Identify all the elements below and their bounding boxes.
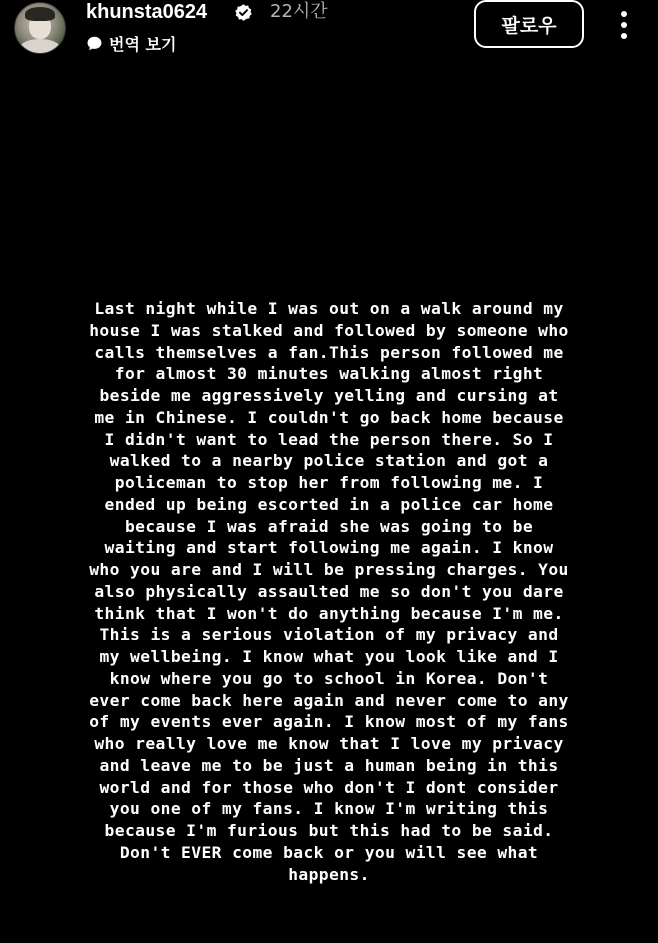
username[interactable]: khunsta0624 — [86, 1, 208, 23]
follow-button[interactable]: 팔로우 — [474, 0, 584, 48]
translate-link[interactable] — [86, 32, 176, 54]
verified-badge-icon — [234, 3, 253, 22]
story-text: Last night while I was out on a walk around my house I was stalked and followed by someone who calls themselves a fan.This person followed me for almost 30 minutes walking almost right beside me aggressively yelling and cursing at me in Chinese. I couldn't go back home because I didn't want to lead the person there. So I walked to a nearby police station and got a policeman to stop her from following me. I ended up being escorted in a police car home because I was afraid she was going to be waiting and start following me again. I know who you are and I will be pressing charges. You also physically assaulted me so don't you dare think that I won't do anything because I'm me. This is a serious violation of my privacy and my wellbeing. I know what you look like and I know where you go to school in Korea. Don't ever come back here again and never come to any of my events ever again. I know most of my fans who really love me know that I love my privacy and leave me to be just a human being in this world and for those who don't I dont consider you one of my fans. I know I'm writing this because I'm furious but this had to be said. Don't EVER come back or you will see what happens. — [89, 299, 569, 884]
story-header — [0, 0, 658, 70]
translate-label: 번역 보기 — [109, 34, 177, 54]
avatar-shirt — [19, 39, 61, 54]
speech-bubble-icon — [86, 35, 103, 52]
avatar-hair — [25, 7, 55, 21]
avatar[interactable] — [14, 2, 66, 54]
more-vertical-icon[interactable] — [612, 8, 636, 42]
post-time: 22시간 — [270, 1, 328, 22]
